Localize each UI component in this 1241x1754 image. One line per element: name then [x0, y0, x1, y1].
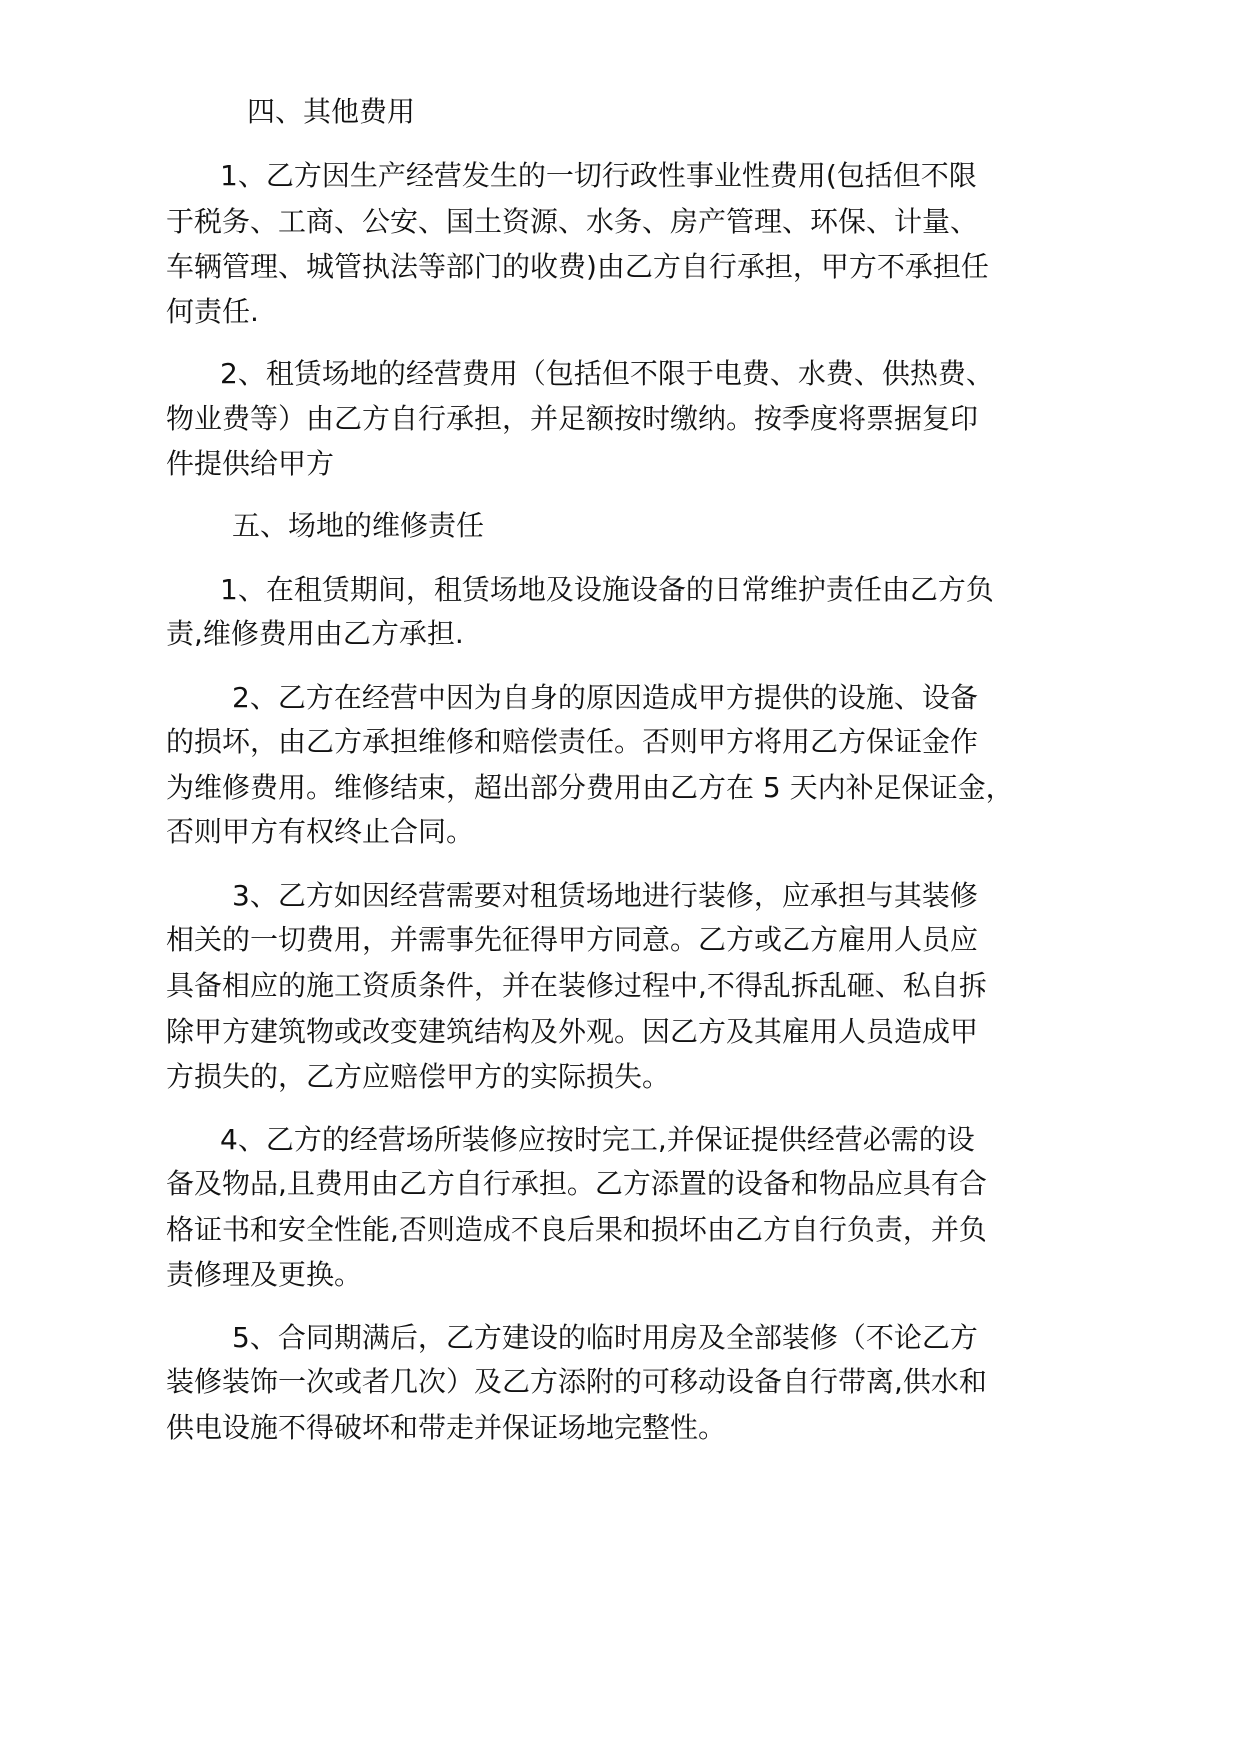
- paragraph-line: 方损失的，乙方应赔偿甲方的实际损失。: [166, 1060, 671, 1093]
- paragraph-line: 2、乙方在经营中因为自身的原因造成甲方提供的设施、设备: [232, 681, 978, 714]
- paragraph-line: 于税务、工商、公安、国土资源、水务、房产管理、环保、计量、: [166, 205, 979, 238]
- paragraph-line: 除甲方建筑物或改变建筑结构及外观。因乙方及其雇用人员造成甲: [166, 1015, 979, 1048]
- paragraph-line: 3、乙方如因经营需要对租赁场地进行装修，应承担与其装修: [232, 879, 978, 912]
- paragraph-line: 物业费等）由乙方自行承担，并足额按时缴纳。按季度将票据复印: [166, 402, 979, 435]
- paragraph-line: 具备相应的施工资质条件，并在装修过程中,不得乱拆乱砸、私自拆: [166, 969, 987, 1002]
- section-heading: 四、其他费用: [247, 95, 416, 128]
- paragraph-line: 备及物品,且费用由乙方自行承担。乙方添置的设备和物品应具有合: [166, 1167, 987, 1200]
- paragraph-line: 格证书和安全性能,否则造成不良后果和损坏由乙方自行负责，并负: [166, 1213, 987, 1246]
- paragraph-line: 责,维修费用由乙方承担.: [166, 617, 464, 650]
- paragraph-line: 2、租赁场地的经营费用（包括但不限于电费、水费、供热费、: [220, 357, 994, 390]
- section-heading: 五、场地的维修责任: [232, 509, 485, 542]
- paragraph-line: 4、乙方的经营场所装修应按时完工,并保证提供经营必需的设: [220, 1123, 975, 1156]
- paragraph-line: 相关的一切费用，并需事先征得甲方同意。乙方或乙方雇用人员应: [166, 923, 979, 956]
- paragraph-line: 1、在租赁期间，租赁场地及设施设备的日常维护责任由乙方负: [220, 573, 994, 606]
- paragraph-line: 何责任.: [166, 295, 259, 328]
- paragraph-line: 否则甲方有权终止合同。: [166, 815, 475, 848]
- paragraph-line: 车辆管理、城管执法等部门的收费)由乙方自行承担，甲方不承担任: [166, 250, 989, 283]
- paragraph-line: 为维修费用。维修结束，超出部分费用由乙方在 5 天内补足保证金，: [166, 771, 1014, 804]
- paragraph-line: 的损坏，由乙方承担维修和赔偿责任。否则甲方将用乙方保证金作: [166, 725, 979, 758]
- paragraph-line: 供电设施不得破坏和带走并保证场地完整性。: [166, 1411, 727, 1444]
- paragraph-line: 责修理及更换。: [166, 1258, 363, 1291]
- paragraph-line: 装修装饰一次或者几次）及乙方添附的可移动设备自行带离,供水和: [166, 1365, 987, 1398]
- paragraph-line: 1、乙方因生产经营发生的一切行政性事业性费用(包括但不限: [220, 159, 977, 192]
- paragraph-line: 件提供给甲方: [166, 447, 335, 480]
- paragraph-line: 5、合同期满后，乙方建设的临时用房及全部装修（不论乙方: [232, 1321, 978, 1354]
